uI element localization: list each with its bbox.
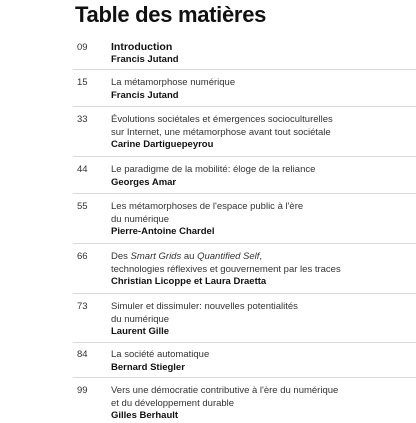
entry-title-line: du numérique bbox=[111, 313, 170, 325]
entry-author: Carine Dartiguepeyrou bbox=[111, 139, 214, 150]
entry-title-line: Vers une démocratie contributive à l'ère du numérique bbox=[111, 385, 339, 396]
entry-title-line: Le paradigme de la mobilité: éloge de la reliance bbox=[111, 164, 316, 175]
entry-title-line: Simuler et dissimuler: nouvelles potentialités bbox=[111, 301, 298, 312]
entry-body bbox=[111, 301, 411, 339]
divider bbox=[73, 377, 416, 378]
title-text: au bbox=[181, 251, 198, 262]
entry-title-line: du numérique bbox=[111, 213, 170, 225]
entry-body bbox=[111, 77, 411, 102]
entry-title-line: La métamorphose numérique bbox=[111, 77, 236, 88]
divider bbox=[73, 106, 416, 107]
title-italic-text: Smart Grids bbox=[130, 251, 182, 262]
divider bbox=[73, 243, 416, 244]
title-italic-text: Quantified Self bbox=[197, 251, 260, 262]
entry-author: Bernard Stiegler bbox=[111, 361, 185, 373]
page-number: 15 bbox=[77, 77, 88, 88]
page-number: 09 bbox=[77, 42, 88, 53]
entry-title-line: Les métamorphoses de l'espace public à l'ère bbox=[111, 201, 304, 212]
entry-title-line: Évolutions sociétales et émergences socioculturelles bbox=[111, 114, 333, 125]
title-text: , bbox=[259, 251, 263, 262]
entry-body bbox=[111, 201, 411, 239]
entry-author: Gilles Berhault bbox=[111, 410, 179, 421]
entry-author: Pierre-Antoine Chardel bbox=[111, 226, 215, 237]
entry-author: Christian Licoppe et Laura Draetta bbox=[111, 276, 267, 287]
divider bbox=[73, 293, 416, 294]
divider bbox=[73, 69, 416, 70]
entry-body bbox=[111, 251, 411, 289]
page-number: 73 bbox=[77, 301, 88, 312]
page-number: 33 bbox=[77, 114, 88, 125]
entry-body bbox=[111, 41, 411, 66]
title-text: Des bbox=[111, 251, 131, 262]
page-title: Table des matières bbox=[75, 2, 267, 27]
entry-body bbox=[111, 164, 411, 189]
entry-title-line: et du développement durable bbox=[111, 397, 235, 409]
entry-heading: Introduction bbox=[111, 41, 173, 53]
entry-title-line: technologies réflexives et gouvernement par les traces bbox=[111, 263, 341, 275]
page-number: 66 bbox=[77, 251, 88, 262]
entry-author: Francis Jutand bbox=[111, 53, 179, 65]
entry-title-line: sur Internet, une métamorphose avant tout sociétale bbox=[111, 126, 331, 138]
page-number: 55 bbox=[77, 201, 88, 212]
entry-author: Georges Amar bbox=[111, 176, 177, 188]
entry-body bbox=[111, 349, 411, 374]
entry-body bbox=[111, 385, 411, 423]
entry-title-line: La société automatique bbox=[111, 349, 210, 360]
entry-author: Laurent Gille bbox=[111, 326, 170, 337]
divider bbox=[73, 156, 416, 157]
divider bbox=[73, 193, 416, 194]
entry-body bbox=[111, 114, 411, 152]
entry-title-line bbox=[111, 251, 411, 264]
page-number: 44 bbox=[77, 164, 88, 175]
entry-author: Francis Jutand bbox=[111, 89, 179, 101]
page-number: 84 bbox=[77, 349, 88, 360]
divider bbox=[73, 342, 416, 343]
page-number: 99 bbox=[77, 385, 88, 396]
